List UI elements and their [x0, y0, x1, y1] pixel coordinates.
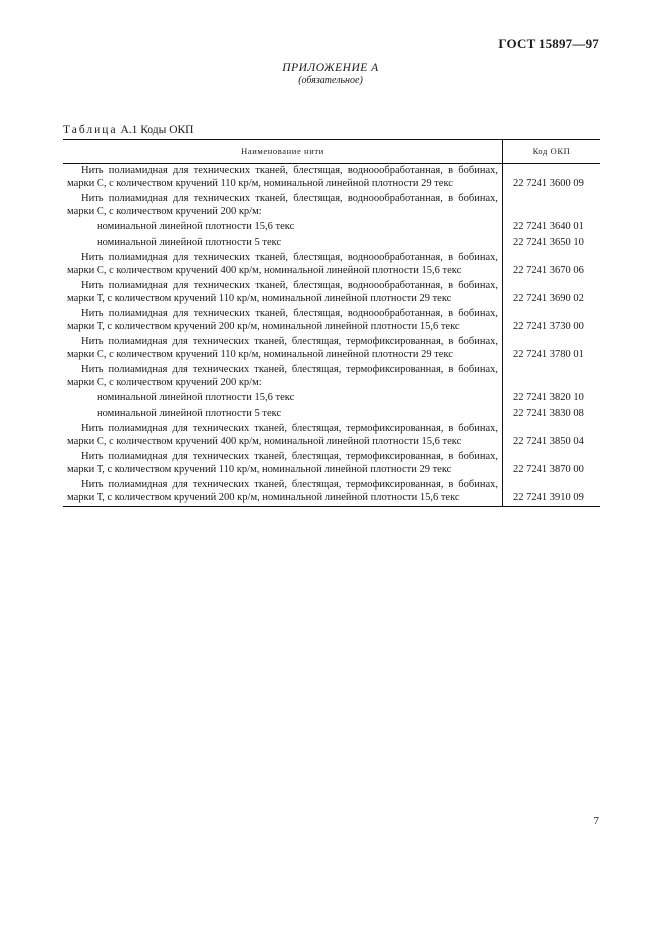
okp-code: 22 7241 3850 04: [513, 435, 584, 447]
thread-subname: номинальной линейной плотности 15,6 текс: [63, 391, 503, 407]
thread-name-text: Нить полиамидная для технических тканей, блестящая, водноообработанная, в бобинах, марки Т, с количеством кручений 110 кр/м, номинальной линейной плотности 29 текс: [67, 280, 498, 304]
okp-code: 22 7241 3640 01: [513, 221, 584, 232]
table-row: [63, 192, 600, 220]
thread-name: [63, 335, 503, 363]
thread-name: [63, 307, 503, 335]
table-header-row: [63, 140, 600, 164]
table-caption-title: А.1 Коды ОКП: [117, 124, 194, 136]
column-header-name: Наименование нити: [63, 140, 503, 164]
table-row: [63, 407, 600, 423]
table-row: [63, 307, 600, 335]
table-row: [63, 363, 600, 391]
document-code: ГОСТ 15897—97: [498, 36, 599, 51]
okp-code: 22 7241 3820 10: [513, 392, 584, 403]
thread-name: [63, 422, 503, 450]
table-row: [63, 220, 600, 236]
thread-name-text: Нить полиамидная для технических тканей, блестящая, водноообработанная, в бобинах, марки С, с количеством кручений 200 кр/м:: [67, 193, 498, 217]
thread-name: [63, 450, 503, 478]
table-row: [63, 478, 600, 507]
table-row: [63, 236, 600, 252]
thread-name-text: Нить полиамидная для технических тканей, блестящая, термофиксированная, в бобинах, марки Т, с количеством кручений 110 кр/м, номинальной линейной плотности 29 текс: [67, 451, 498, 475]
okp-code: [503, 192, 601, 220]
thread-name: [63, 192, 503, 220]
thread-subname: номинальной линейной плотности 15,6 текс: [63, 220, 503, 236]
table-row: [63, 279, 600, 307]
okp-code: 22 7241 3870 00: [513, 463, 584, 475]
table-row: [63, 450, 600, 478]
thread-name-text: Нить полиамидная для технических тканей, блестящая, термофиксированная, в бобинах, марки С, с количеством кручений 200 кр/м:: [67, 364, 498, 388]
okp-codes-table: [63, 139, 600, 507]
thread-name-text: Нить полиамидная для технических тканей, блестящая, термофиксированная, в бобинах, марки Т, с количеством кручений 200 кр/м, номинальной линейной плотности 15,6 текс: [67, 479, 498, 503]
table-row: [63, 251, 600, 279]
thread-name-text: Нить полиамидная для технических тканей, блестящая, водноообработанная, в бобинах, марки С, с количеством кручений 400 кр/м, номинальной линейной плотности 15,6 текс: [67, 252, 498, 276]
table-row: [63, 164, 600, 193]
table-row: [63, 335, 600, 363]
table-caption: [63, 124, 194, 136]
thread-name-text: Нить полиамидная для технических тканей, блестящая, термофиксированная, в бобинах, марки С, с количеством кручений 400 кр/м, номинальной линейной плотности 15,6 текс: [67, 423, 498, 447]
appendix-title: ПРИЛОЖЕНИЕ А: [282, 62, 379, 74]
thread-name-text: Нить полиамидная для технических тканей, блестящая, термофиксированная, в бобинах, марки С, с количеством кручений 110 кр/м, номинальной линейной плотности 29 текс: [67, 336, 498, 360]
page-number: 7: [593, 815, 599, 827]
table-caption-prefix: Таблица: [63, 124, 118, 136]
okp-code: 22 7241 3910 09: [503, 478, 601, 507]
thread-name: [63, 279, 503, 307]
okp-code: 22 7241 3730 00: [513, 320, 584, 332]
table-row: [63, 391, 600, 407]
okp-code: [503, 363, 601, 391]
okp-code: 22 7241 3650 10: [513, 236, 584, 248]
okp-code: 22 7241 3690 02: [513, 292, 584, 304]
thread-subname: номинальной линейной плотности 5 текс: [63, 236, 503, 252]
thread-name-text: Нить полиамидная для технических тканей, блестящая, водноообработанная, в бобинах, марки Т, с количеством кручений 200 кр/м, номинальной линейной плотности 15,6 текс: [67, 308, 498, 332]
okp-code: 22 7241 3600 09: [513, 177, 584, 189]
table-row: [63, 422, 600, 450]
okp-code: 22 7241 3830 08: [513, 407, 584, 419]
thread-name: [63, 363, 503, 391]
okp-code: 22 7241 3670 06: [513, 264, 584, 276]
thread-name: [63, 164, 503, 193]
okp-code: 22 7241 3780 01: [513, 348, 584, 360]
column-header-code: Код ОКП: [503, 140, 601, 164]
thread-name: [63, 478, 503, 507]
thread-name-text: Нить полиамидная для технических тканей, блестящая, водноообработанная, в бобинах, марки С, с количеством кручений 110 кр/м, номинальной линейной плотности 29 текс: [67, 165, 498, 189]
thread-name: [63, 251, 503, 279]
thread-subname: номинальной линейной плотности 5 текс: [63, 407, 503, 423]
appendix-subtitle: (обязательное): [298, 75, 363, 86]
